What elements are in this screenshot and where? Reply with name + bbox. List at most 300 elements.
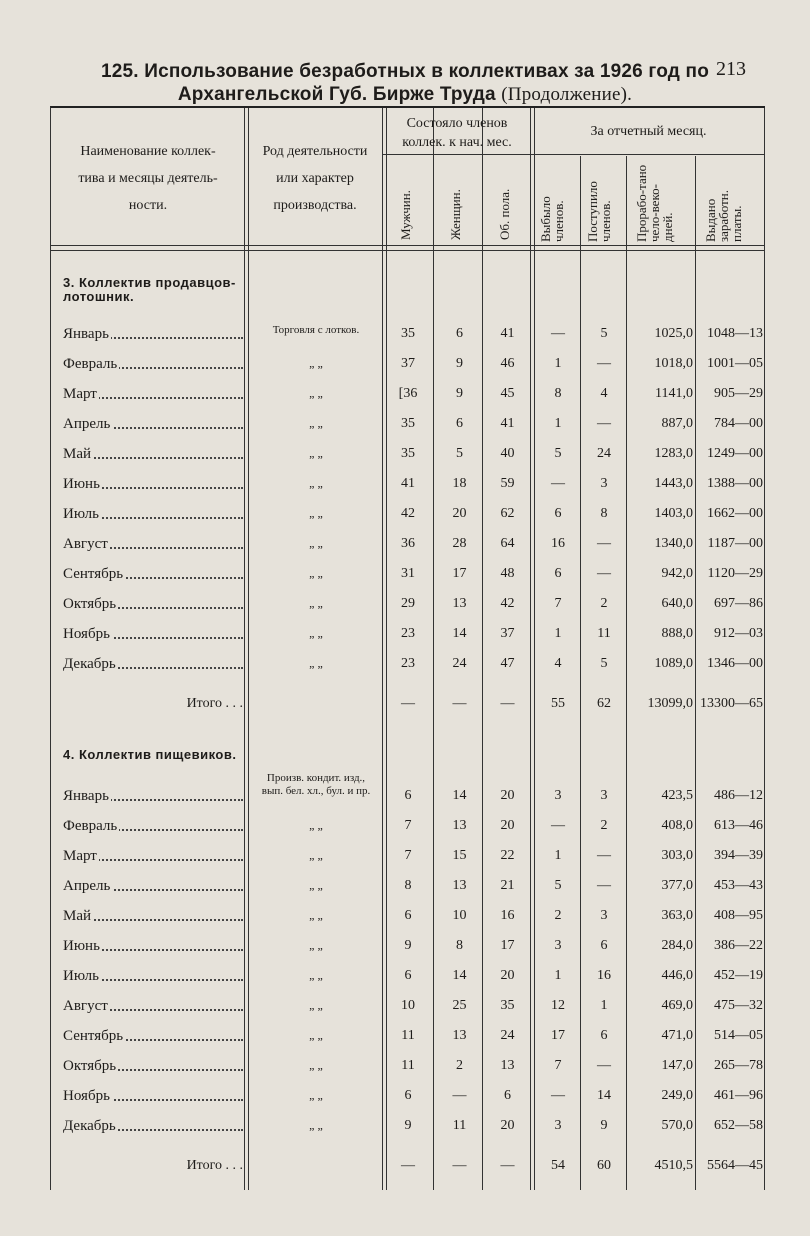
month-label: Июль	[63, 506, 99, 522]
activity-ditto: „ „	[309, 386, 323, 400]
men-cell: 11	[401, 1028, 415, 1043]
men-cell: 6	[404, 1088, 412, 1103]
men-cell: 29	[401, 596, 415, 611]
women-cell: 13	[452, 1028, 467, 1043]
women-cell: 13	[452, 878, 467, 893]
women-cell: 6	[456, 416, 463, 431]
wages-cell: 394—39	[714, 848, 763, 863]
activity-ditto: „ „	[309, 596, 323, 610]
days-cell: 1141,0	[655, 386, 693, 401]
women-cell: 20	[452, 506, 467, 521]
month-label: Январь	[63, 326, 109, 342]
left-cell: 54	[551, 1158, 565, 1173]
women-cell: 10	[452, 908, 467, 923]
days-cell: 888,0	[661, 626, 693, 641]
both-cell: 16	[500, 908, 515, 923]
joined-cell: —	[597, 878, 611, 893]
table-row	[51, 442, 765, 470]
women-cell: 13	[452, 818, 467, 833]
women-cell: —	[452, 696, 467, 711]
both-cell: 62	[500, 506, 515, 521]
title-line-1: 125. Использование безработных в коллективах за 1926 год по	[100, 61, 710, 82]
both-cell: —	[500, 1158, 515, 1173]
month-label: Ноябрь	[63, 1088, 110, 1104]
wages-cell: 5564—45	[707, 1158, 763, 1173]
men-cell: 8	[404, 878, 412, 893]
activity-ditto: „ „	[309, 938, 323, 952]
left-cell: 2	[554, 908, 562, 923]
month-cell	[63, 536, 243, 553]
month-cell	[63, 878, 243, 895]
header-bottom-rule	[51, 245, 765, 251]
table-row	[51, 1024, 765, 1052]
joined-cell: 2	[600, 818, 608, 833]
table-row	[51, 412, 765, 440]
month-cell	[63, 908, 243, 925]
month-cell	[63, 1088, 243, 1105]
header-name	[55, 142, 241, 215]
wages-cell: 453—43	[714, 878, 763, 893]
table-row	[51, 352, 765, 380]
total-label: Итого . . .	[186, 696, 243, 711]
activity-ditto: „ „	[309, 908, 323, 922]
days-cell: 887,0	[661, 416, 693, 431]
activity-ditto: „ „	[309, 506, 323, 520]
joined-cell: 6	[600, 1028, 608, 1043]
left-cell: 1	[554, 848, 562, 863]
joined-cell: 5	[600, 326, 608, 341]
left-cell: 17	[551, 1028, 565, 1043]
both-cell: 17	[500, 938, 515, 953]
activity-ditto: „ „	[309, 1118, 323, 1132]
men-cell: 35	[401, 446, 415, 461]
month-cell	[63, 446, 243, 463]
joined-cell: 24	[597, 446, 611, 461]
section-activity-line: вып. бел. хл., бул. и пр.	[261, 785, 371, 797]
days-cell: 1403,0	[654, 506, 693, 521]
days-cell: 1443,0	[654, 476, 693, 491]
header-activity	[247, 142, 383, 215]
header-left: Выбыло членов.	[538, 196, 566, 242]
women-cell: 14	[452, 626, 467, 641]
men-cell: 36	[401, 536, 415, 551]
women-cell: 25	[452, 998, 467, 1013]
month-label: Декабрь	[63, 1118, 116, 1134]
left-cell: 5	[554, 446, 562, 461]
activity-ditto: „ „	[309, 818, 323, 832]
table-row	[51, 1084, 765, 1112]
joined-cell: 4	[600, 386, 608, 401]
activity-ditto: „ „	[309, 1058, 323, 1072]
header-women: Женщин.	[448, 189, 463, 240]
month-cell	[63, 848, 243, 865]
left-cell: 7	[554, 596, 562, 611]
women-cell: 5	[456, 446, 463, 461]
month-cell	[63, 626, 243, 643]
table-row	[51, 532, 765, 560]
both-cell: 41	[500, 416, 515, 431]
activity-ditto: „ „	[309, 566, 323, 580]
days-cell: 570,0	[661, 1118, 693, 1133]
wages-cell: 1001—05	[707, 356, 763, 371]
wages-cell: 784—00	[714, 416, 763, 431]
wages-cell: 1662—00	[707, 506, 763, 521]
activity-ditto: „ „	[309, 416, 323, 430]
both-cell: 24	[500, 1028, 515, 1043]
month-cell	[63, 416, 243, 433]
days-cell: 423,5	[661, 788, 693, 803]
both-cell: 20	[500, 788, 515, 803]
men-cell: 23	[401, 656, 415, 671]
table-row	[51, 784, 765, 812]
activity-ditto: „ „	[309, 446, 323, 460]
men-cell: 11	[401, 1058, 415, 1073]
joined-cell: 6	[600, 938, 608, 953]
men-cell: 42	[401, 506, 415, 521]
days-cell: 942,0	[661, 566, 693, 581]
month-label: Май	[63, 446, 92, 462]
activity-ditto: „ „	[309, 968, 323, 982]
wages-cell: 13300—65	[700, 696, 763, 711]
left-cell: 7	[554, 1058, 562, 1073]
days-cell: 1089,0	[654, 656, 693, 671]
days-cell: 1018,0	[654, 356, 693, 371]
wages-cell: 486—12	[714, 788, 763, 803]
header-members-line: коллек. к нач. мес.	[402, 135, 512, 150]
header-days: Прорабо-тано чело-веко-дней.	[634, 164, 675, 242]
table-row	[51, 844, 765, 872]
header-both: Об. пола.	[497, 188, 512, 240]
table-row	[51, 472, 765, 500]
days-cell: 284,0	[661, 938, 693, 953]
days-cell: 363,0	[661, 908, 693, 923]
month-cell	[63, 506, 243, 523]
month-label: Ноябрь	[63, 626, 110, 642]
month-cell	[63, 998, 243, 1015]
table-row	[51, 562, 765, 590]
men-cell: 35	[401, 326, 415, 341]
left-cell: —	[551, 1088, 565, 1103]
month-cell	[63, 356, 243, 373]
title-continuation: (Продолжение).	[501, 84, 633, 105]
women-cell: 24	[452, 656, 467, 671]
wages-cell: 386—22	[714, 938, 763, 953]
left-cell: 6	[554, 566, 562, 581]
both-cell: 22	[500, 848, 515, 863]
month-label: Март	[63, 386, 97, 402]
month-label: Февраль	[63, 356, 118, 372]
both-cell: 64	[500, 536, 515, 551]
left-cell: 16	[551, 536, 565, 551]
table-row	[51, 502, 765, 530]
month-cell	[63, 1028, 243, 1045]
both-cell: 20	[500, 1118, 515, 1133]
month-cell	[63, 1058, 243, 1075]
month-label: Октябрь	[63, 596, 117, 612]
both-cell: 42	[500, 596, 515, 611]
both-cell: 40	[500, 446, 515, 461]
left-cell: —	[551, 476, 565, 491]
left-cell: —	[551, 818, 565, 833]
header-activity-line: или характер	[276, 171, 354, 186]
table-row	[51, 934, 765, 962]
joined-cell: 16	[597, 968, 611, 983]
wages-cell: 912—03	[714, 626, 763, 641]
month-cell	[63, 596, 243, 613]
both-cell: 20	[500, 968, 515, 983]
wages-cell: 1249—00	[707, 446, 763, 461]
month-label: Сентябрь	[63, 566, 124, 582]
days-cell: 408,0	[661, 818, 693, 833]
men-cell: 7	[404, 818, 412, 833]
women-cell: 14	[452, 788, 467, 803]
men-cell: 7	[404, 848, 412, 863]
days-cell: 377,0	[661, 878, 693, 893]
days-cell: 469,0	[661, 998, 693, 1013]
header-joined: Поступило членов.	[585, 181, 613, 242]
men-cell: 23	[401, 626, 415, 641]
wages-cell: 1187—00	[707, 536, 763, 551]
joined-cell: 3	[600, 788, 608, 803]
month-label: Февраль	[63, 818, 118, 834]
left-cell: 12	[551, 998, 565, 1013]
days-cell: 1283,0	[654, 446, 693, 461]
month-label: Июль	[63, 968, 99, 984]
wages-cell: 1120—29	[707, 566, 763, 581]
month-label: Октябрь	[63, 1058, 117, 1074]
wages-cell: 652—58	[714, 1118, 763, 1133]
days-cell: 640,0	[661, 596, 693, 611]
page-number: 213	[716, 58, 746, 80]
left-cell: 1	[554, 626, 562, 641]
wages-cell: 1048—13	[707, 326, 763, 341]
days-cell: 1025,0	[654, 326, 693, 341]
data-table	[50, 106, 765, 1190]
month-cell	[63, 326, 243, 343]
women-cell: 15	[452, 848, 467, 863]
table-row	[51, 904, 765, 932]
title-line-2	[40, 83, 770, 106]
women-cell: 9	[456, 356, 463, 371]
joined-cell: 62	[597, 696, 611, 711]
header-members-group	[384, 114, 530, 152]
left-cell: 5	[554, 878, 562, 893]
header-month-group: За отчетный месяц.	[590, 124, 707, 139]
month-cell	[63, 818, 243, 835]
women-cell: 6	[456, 326, 463, 341]
month-cell	[63, 656, 243, 673]
men-cell: —	[401, 1158, 415, 1173]
joined-cell: 5	[600, 656, 608, 671]
men-cell: 9	[404, 938, 412, 953]
header-name-line: ности.	[128, 198, 168, 213]
left-cell: 4	[554, 656, 562, 671]
table-row	[51, 814, 765, 842]
total-label: Итого . . .	[186, 1158, 243, 1173]
month-cell	[63, 1118, 243, 1135]
both-cell: —	[500, 696, 515, 711]
activity-ditto: „ „	[309, 848, 323, 862]
table-row	[51, 994, 765, 1022]
wages-cell: 905—29	[714, 386, 763, 401]
women-cell: 18	[452, 476, 467, 491]
joined-cell: 60	[597, 1158, 611, 1173]
activity-ditto: „ „	[309, 656, 323, 670]
men-cell: 9	[404, 1118, 412, 1133]
men-cell: [36	[398, 386, 418, 401]
joined-cell: 9	[600, 1118, 608, 1133]
header-name-line: тива и месяцы деятель-	[78, 171, 218, 186]
table-row	[51, 322, 765, 350]
wages-cell: 697—86	[714, 596, 763, 611]
header-men: Мужчин.	[398, 190, 413, 240]
month-cell	[63, 938, 243, 955]
both-cell: 47	[500, 656, 515, 671]
both-cell: 21	[500, 878, 515, 893]
table-row	[51, 652, 765, 680]
header-rule	[383, 154, 765, 155]
table-row	[51, 1114, 765, 1142]
left-cell: 8	[554, 386, 562, 401]
joined-cell: —	[597, 566, 611, 581]
men-cell: 6	[404, 788, 412, 803]
women-cell: 17	[452, 566, 467, 581]
wages-cell: 265—78	[714, 1058, 763, 1073]
left-cell: 55	[551, 696, 565, 711]
table-row	[51, 622, 765, 650]
header-members-line: Состояло членов	[406, 116, 508, 131]
left-cell: 1	[554, 968, 562, 983]
table-row	[51, 964, 765, 992]
men-cell: 10	[401, 998, 415, 1013]
days-cell: 147,0	[661, 1058, 693, 1073]
joined-cell: —	[597, 536, 611, 551]
activity-ditto: „ „	[309, 1088, 323, 1102]
month-label: Декабрь	[63, 656, 116, 672]
both-cell: 37	[500, 626, 515, 641]
left-cell: 3	[554, 1118, 562, 1133]
both-cell: 46	[500, 356, 515, 371]
left-cell: —	[551, 326, 565, 341]
activity-ditto: „ „	[309, 998, 323, 1012]
month-cell	[63, 566, 243, 583]
men-cell: 41	[401, 476, 415, 491]
women-cell: 13	[452, 596, 467, 611]
joined-cell: 3	[600, 476, 608, 491]
month-label: Март	[63, 848, 97, 864]
header-activity-line: производства.	[273, 198, 357, 213]
women-cell: 14	[452, 968, 467, 983]
both-cell: 35	[500, 998, 515, 1013]
days-cell: 249,0	[661, 1088, 693, 1103]
month-cell	[63, 788, 243, 805]
joined-cell: 8	[600, 506, 608, 521]
women-cell: 28	[452, 536, 467, 551]
days-cell: 303,0	[661, 848, 693, 863]
activity-ditto: „ „	[309, 626, 323, 640]
both-cell: 41	[500, 326, 515, 341]
men-cell: 35	[401, 416, 415, 431]
total-row	[51, 1154, 765, 1182]
joined-cell: —	[597, 356, 611, 371]
days-cell: 471,0	[661, 1028, 693, 1043]
wages-cell: 1388—00	[707, 476, 763, 491]
both-cell: 20	[500, 818, 515, 833]
left-cell: 6	[554, 506, 562, 521]
month-label: Май	[63, 908, 92, 924]
men-cell: 31	[401, 566, 415, 581]
women-cell: —	[452, 1088, 467, 1103]
left-cell: 1	[554, 356, 562, 371]
women-cell: —	[452, 1158, 467, 1173]
section-title: 4. Коллектив пищевиков.	[63, 747, 237, 762]
both-cell: 48	[500, 566, 515, 581]
days-cell: 4510,5	[654, 1158, 693, 1173]
month-cell	[63, 476, 243, 493]
header-name-line: Наименование коллек-	[80, 144, 216, 159]
women-cell: 8	[456, 938, 463, 953]
joined-cell: 3	[600, 908, 608, 923]
month-label: Август	[63, 998, 108, 1014]
days-cell: 1340,0	[654, 536, 693, 551]
women-cell: 9	[456, 386, 463, 401]
activity-ditto: „ „	[309, 878, 323, 892]
wages-cell: 613—46	[714, 818, 763, 833]
joined-cell: 14	[597, 1088, 611, 1103]
month-label: Январь	[63, 788, 109, 804]
wages-cell: 514—05	[714, 1028, 763, 1043]
days-cell: 13099,0	[647, 696, 693, 711]
both-cell: 13	[500, 1058, 515, 1073]
men-cell: 37	[401, 356, 415, 371]
days-cell: 446,0	[661, 968, 693, 983]
table-row	[51, 592, 765, 620]
joined-cell: —	[597, 1058, 611, 1073]
left-cell: 3	[554, 788, 562, 803]
men-cell: 6	[404, 908, 412, 923]
total-row	[51, 692, 765, 720]
table-row	[51, 382, 765, 410]
activity-ditto: „ „	[309, 356, 323, 370]
both-cell: 45	[500, 386, 515, 401]
women-cell: 11	[452, 1118, 467, 1133]
month-label: Июнь	[63, 938, 100, 954]
left-cell: 1	[554, 416, 562, 431]
month-label: Июнь	[63, 476, 100, 492]
section-title: 3. Коллектив продавцов-лотошник.	[63, 275, 236, 304]
joined-cell: —	[597, 848, 611, 863]
title-line-2-text: Архангельской Губ. Бирже Труда	[177, 84, 496, 105]
section-activity: Торговля с лотков.	[272, 324, 360, 336]
month-label: Сентябрь	[63, 1028, 124, 1044]
header-activity-line: Род деятельности	[262, 144, 368, 159]
wages-cell: 408—95	[714, 908, 763, 923]
month-cell	[63, 386, 243, 403]
activity-ditto: „ „	[309, 536, 323, 550]
joined-cell: 11	[597, 626, 611, 641]
activity-ditto: „ „	[309, 1028, 323, 1042]
header-wages: Выдано заработн. платы.	[703, 189, 744, 242]
month-label: Апрель	[63, 416, 111, 432]
men-cell: 6	[404, 968, 412, 983]
wages-cell: 475—32	[714, 998, 763, 1013]
month-label: Апрель	[63, 878, 111, 894]
both-cell: 59	[500, 476, 515, 491]
wages-cell: 461—96	[714, 1088, 763, 1103]
section-activity-line: Произв. кондит. изд.,	[266, 772, 366, 784]
joined-cell: —	[597, 416, 611, 431]
activity-ditto: „ „	[309, 476, 323, 490]
